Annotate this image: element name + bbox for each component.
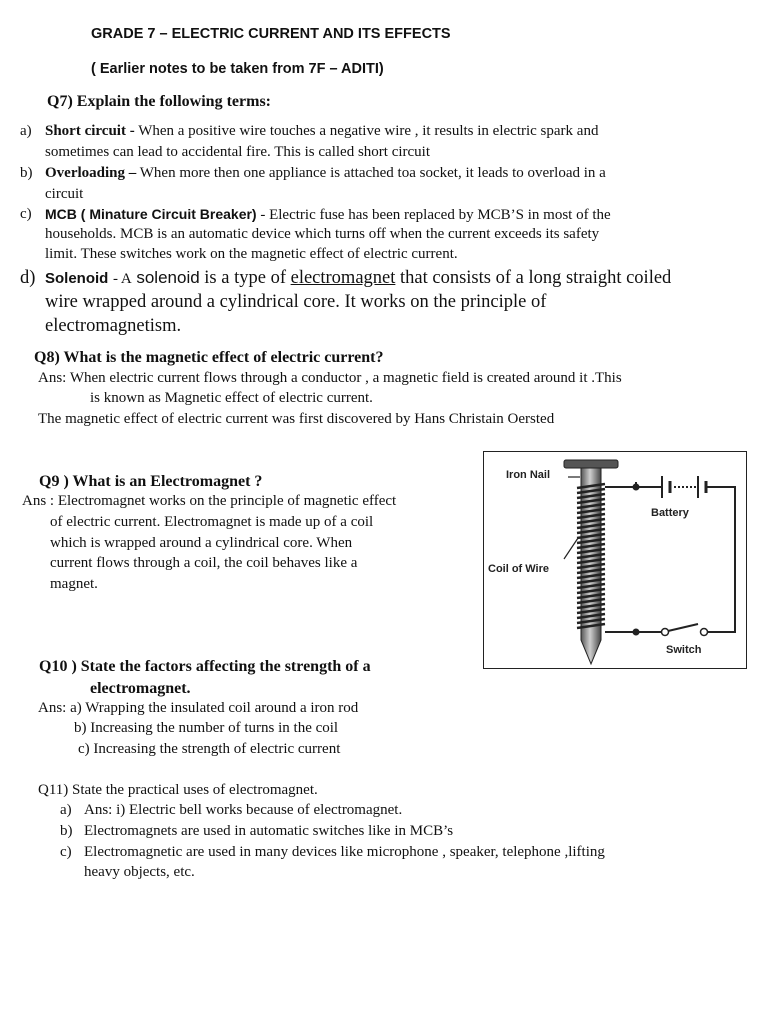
q9-line3: which is wrapped around a cylindrical core. When: [50, 535, 353, 551]
q7-a-text: [45, 123, 598, 140]
q7-c-line3: limit. These switches work on the magnetic effect of electric current.: [45, 246, 458, 262]
coil-pointer: [564, 538, 578, 559]
electromagnet-diagram: [483, 451, 747, 669]
page-subtitle: ( Earlier notes to be taken from 7F – ADITI): [91, 61, 384, 77]
q10-answer-a: Ans: a) Wrapping the insulated coil around a iron rod: [38, 700, 359, 716]
q7-c-marker: c): [20, 206, 32, 222]
q9-line4: current flows through a coil, the coil behaves like a: [50, 555, 358, 571]
switch-lever: [668, 624, 698, 631]
q10-question-line2: electromagnet.: [90, 680, 191, 697]
q7-a-term: Short circuit -: [45, 123, 135, 139]
q11-c-marker: c): [60, 844, 72, 860]
label-battery: Battery: [651, 507, 689, 519]
switch-contact-left: [662, 629, 669, 636]
q11-c-line1: Electromagnetic are used in many devices like microphone , speaker, telephone ,lifting: [84, 844, 605, 860]
q11-a: Ans: i) Electric bell works because of electromagnet.: [84, 802, 403, 818]
q8-line2: is known as Magnetic effect of electric current.: [90, 390, 373, 406]
q7-b-line1: When more then one appliance is attached toa socket, it leads to overload in a: [139, 165, 606, 181]
q7-b-marker: b): [20, 165, 33, 181]
q7-c-dash: -: [260, 207, 266, 223]
q11-question: Q11) State the practical uses of electromagnet.: [38, 782, 318, 798]
q7-d-link: electromagnet: [290, 268, 396, 288]
q7-d-line3: electromagnetism.: [45, 316, 182, 336]
q8-line1: Ans: When electric current flows through a conductor , a magnetic field is created around it .This: [38, 370, 622, 386]
q7-c-term: MCB ( Minature Circuit Breaker): [45, 206, 257, 222]
q10-answer-c: c) Increasing the strength of electric current: [78, 741, 341, 757]
label-coil-of-wire: Coil of Wire: [488, 563, 550, 575]
q9-question: Q9 ) What is an Electromagnet ?: [39, 473, 263, 490]
q11-b-marker: b): [60, 823, 73, 839]
label-switch: Switch: [666, 644, 702, 656]
wire-node-bottom: [633, 629, 640, 636]
q7-c-line1: Electric fuse has been replaced by MCB’S in most of the: [269, 207, 611, 223]
q7-d-text: [45, 268, 671, 289]
q7-a-line1: When a positive wire touches a negative wire , it results in electric spark and: [138, 123, 599, 139]
q7-b-line2: circuit: [45, 186, 84, 202]
q10-question-line1: Q10 ) State the factors affecting the strength of a: [39, 658, 371, 675]
q11-b: Electromagnets are used in automatic switches like in MCB’s: [84, 823, 454, 839]
q7-d-mid: is a type of: [204, 268, 286, 288]
q9-line2: of electric current. Electromagnet is made up of a coil: [50, 514, 374, 530]
q7-a-line2: sometimes can lead to accidental fire. This is called short circuit: [45, 144, 431, 160]
q7-question: Q7) Explain the following terms:: [47, 93, 271, 110]
wire-right: [706, 487, 735, 632]
q7-d-marker: d): [20, 268, 36, 288]
switch-contact-right: [701, 629, 708, 636]
q7-d-term: Solenoid: [45, 270, 109, 287]
label-iron-nail: Iron Nail: [506, 469, 551, 481]
q9-line1: Ans : Electromagnet works on the principle of magnetic effect: [22, 493, 397, 509]
q7-d-pre: - A: [112, 271, 132, 287]
q8-line3: The magnetic effect of electric current was first discovered by Hans Christain Oersted: [38, 411, 555, 427]
wire-top: [605, 482, 636, 487]
q8-question: Q8) What is the magnetic effect of electric current?: [34, 349, 384, 366]
q11-a-marker: a): [60, 802, 72, 818]
q7-d-post: that consists of a long straight coiled: [400, 268, 672, 288]
q11-c-line2: heavy objects, etc.: [84, 864, 195, 880]
q9-line5: magnet.: [50, 576, 98, 592]
q7-d-line2: wire wrapped around a cylindrical core. It works on the principle of: [45, 292, 547, 312]
q7-c-line2: households. MCB is an automatic device which turns off when the current exceeds its safety: [45, 226, 600, 242]
q7-d-word: solenoid: [136, 268, 200, 287]
q7-a-marker: a): [20, 123, 32, 139]
nail-head: [564, 460, 618, 468]
page-title: GRADE 7 – ELECTRIC CURRENT AND ITS EFFECTS: [91, 26, 451, 42]
q7-b-text: [45, 165, 606, 182]
electromagnet-diagram-svg: [484, 452, 746, 668]
q10-answer-b: b) Increasing the number of turns in the coil: [74, 720, 339, 736]
q7-c-text: [45, 206, 611, 224]
q7-b-term: Overloading –: [45, 165, 137, 181]
